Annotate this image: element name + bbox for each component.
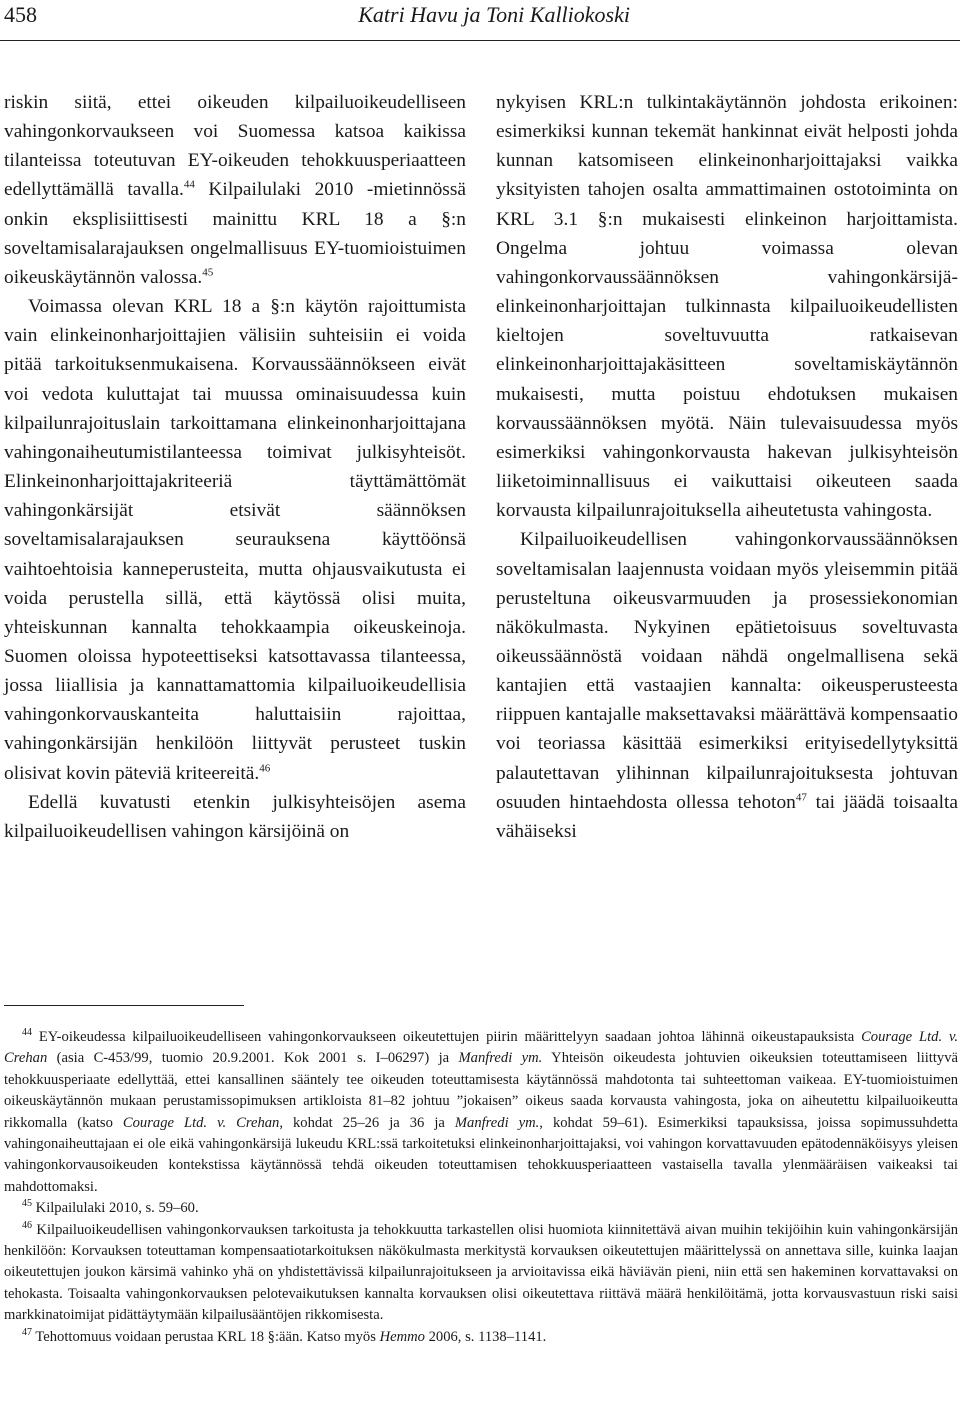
footnote-ref-45[interactable]: 45	[202, 266, 214, 279]
case-name: Manfredi ym.	[454, 1114, 540, 1131]
text-run: Kilpailuoikeudellisen vahingonkorvaussäännöksen soveltamisalan laajennusta voidaan myös yleisemmin pitää perusteltuna oikeusvarmuuden ja prosessiekonomian näkökulmasta. Nykyinen epätietoisuus soveltuvasta oikeussäännöstä voidaan nähdä ongelmallisena sekä kantajien että vastaajien kannalta: oikeusperusteesta riippuen kantajalle maksettavaksi määrättävä kompensaatio voi teoriassa käsittää esimerkiksi erityisedellytyksittä palautettavan ylihinnan kilpailunrajoituksesta johtuvan osuuden hintaehdosta ollessa tehoton	[496, 529, 958, 813]
text-run: Kilpailulaki 2010, s. 59–60.	[32, 1200, 199, 1217]
right-paragraph-2	[496, 525, 958, 846]
left-paragraph-3: Edellä kuvatusti etenkin julkisyhteisöjen asema kilpailuoikeudellisen vahingon kärsijöinä on	[4, 791, 466, 842]
text-run: Tehottomuus voidaan perustaa KRL 18 §:ään. Katso myös	[32, 1328, 380, 1345]
right-column	[496, 88, 958, 846]
text-run: 2006, s. 1138–1141.	[424, 1328, 547, 1345]
footnote-46	[4, 1220, 958, 1327]
footnote-number: 44	[22, 1027, 32, 1039]
running-head: Katri Havu ja Toni Kalliokoski	[358, 2, 630, 27]
footnote-47	[4, 1327, 958, 1348]
text-run: Yhteisön oikeudesta johtuvien oikeuksien toteuttamiseen liittyvä tehokkuusperiaate edellyttää, ettei kansallinen sääntely tee oikeuden toteuttamisesta käytännössä mahdotonta tai suhteettoman vaikeaa. EY-tuomioistuimen oikeuskäytännön mukaan perustamissopimuksen artikloista 81–82 johtuu ”jokaisen” oikeus saada korvausta vahingosta, joka on aiheutettu kilpailuoikeutta rikkomalla (katso	[4, 1050, 958, 1131]
text-run: Kilpailuoikeudellisen vahingonkorvauksen tarkoitusta ja tehokkuutta tarkastellen olisi huomiota kiinnitettävä aivan muihin tekijöihin kuin vahingonkärsijän henkilöön: Korvauksen toteuttaman kompensaatiotarkoituksen näkökulmasta merkitystä korvauksen oikeutettujen määrittelyssä on annettava sille, kuinka laajan oikeutettujen joukon kärsimä vahinko yhä on yhdistettävissä kilpailunrajoitukseen ja arvioitavissa eikä häviävän pieni, niin että sen hakeminen korvattavaksi on tehokasta. Toisaalta vahingonkorvauksen pelotevaikutuksen kannalta korvauksen olisi oikeutettava riittävä määrä henkilöitämä, jotta korvausvastuun riski saisi markkinatoimijat pidättäytymään kilpailusääntöjen rikkomisesta.	[4, 1221, 958, 1324]
case-name: Manfredi ym.	[458, 1050, 543, 1067]
text-run: Voimassa olevan KRL 18 a §:n käytön rajoittumista vain elinkeinonharjoittajien välisiin suhteisiin ei voida pitää tarkoituksenmukaisena. Korvaussäännökseen eivät voi vedota kuluttajat tai muussa ominaisuudessa kuin kilpailunrajoituslain tarkoittamana elinkeinonharjoittajana vahingonaiheutumistilanteessa toimivat julkisyhteisöt. Elinkeinonharjoittajakriteeriä täyttämättömät vahingonkärsijät etsivät säännöksen soveltamisalarajauksen seurauksena käyttöönsä vaihtoehtoisia kanneperusteita, mutta ohjausvaikutusta ei voida perustella sillä, että käytössä olisi muita, yhteiskunnan kannalta tehokkaampia oikeuskeinoja. Suomen oloissa hypoteettiseksi katsottavassa tilanteessa, jossa liiallisia ja kannattamattomia kilpailuoikeudellisia vahingonkorvauskanteita haluttaisiin rajoittaa, vahingonkärsijän henkilöön liittyvät perusteet tuskin olisivat kovin päteviä kriteereitä.	[4, 296, 466, 784]
page-number: 458	[4, 2, 37, 27]
text-run: riskin siitä, ettei oikeuden kilpailuoikeudelliseen vahingonkorvaukseen voi Suomessa katsoa kaikissa tilanteissa toteutuvan EY-oikeuden tehokkuusperiaatteen edellyttämällä tavalla.	[4, 92, 466, 201]
case-name: Courage Ltd. v. Crehan	[4, 1029, 958, 1067]
text-run: tai jäädä toisaalta vähäiseksi	[496, 791, 958, 842]
footnote-number: 45	[22, 1198, 32, 1210]
header-rule	[0, 40, 960, 41]
right-paragraph-1: nykyisen KRL:n tulkintakäytännön johdosta erikoinen: esimerkiksi kunnan tekemät hankinnat eivät helposti johda kunnan katsomiseen elinkeinonharjoittajaksi vaikka yksityisten tahojen osalta ammattimainen ostotoiminta on KRL 3.1 §:n mukaisesti elinkeinon harjoittamista. Ongelma johtuu voimassa olevan vahingonkorvaussäännöksen vahingonkärsijä-elinkeinonharjoittajan tulkinnasta kilpailuoikeudellisten kieltojen soveltuvuutta ratkaisevan elinkeinonharjoittajakäsitteen soveltamiskäytännön mukaisesti, mutta poistuu ehdotuksen mukaisen korvaussäännöksen myötä. Näin tulevaisuudessa myös esimerkiksi vahingonkorvausta hakevan julkisyhteisön liiketoiminnallisuus ei vaikuttaisi oikeuteen saada korvausta kilpailunrajoituksella aiheutetusta vahingosta.	[496, 92, 958, 522]
footnote-ref-47[interactable]: 47	[795, 791, 807, 804]
author-name: Hemmo	[379, 1328, 425, 1345]
case-name: Courage Ltd. v. Crehan	[122, 1114, 280, 1131]
footnote-number: 47	[22, 1326, 32, 1338]
footnotes	[4, 1027, 958, 1348]
text-run: , kohdat 25–26 ja 36 ja	[279, 1114, 455, 1131]
left-paragraph-2	[4, 292, 466, 788]
footnote-ref-46[interactable]: 46	[259, 762, 271, 775]
left-paragraph-1	[4, 88, 466, 292]
footnote-45	[4, 1198, 958, 1219]
page-header	[0, 0, 960, 30]
text-run: (asia C-453/99, tuomio 20.9.2001. Kok 2001 s. I–06297) ja	[47, 1050, 459, 1067]
footnote-rule	[4, 1005, 244, 1006]
footnote-44	[4, 1027, 958, 1198]
left-column	[4, 88, 466, 846]
text-run: EY-oikeudessa kilpailuoikeudelliseen vahingonkorvaukseen oikeutettujen piirin määrittelyyn saadaan johtoa lähinnä oikeustapauksista	[32, 1029, 862, 1045]
text-run: , kohdat 59–61). Esimerkiksi tapauksissa, joissa sopimussuhdetta vahingonaiheuttajaan ei ole eikä vahingonkärsijä lukeudu KRL:ssä tarkoitetuksi elinkeinonharjoittajaksi, voi vahingon korvattavuuden epätodennäköisyys yleisen vahingonkorvausoikeuden kontekstissa käytännössä tehdä oikeuden toteuttamisen tehokkuusperiaatteen vastaisella tavalla ylenmääräisen vaikeaksi tai mahdottomaksi.	[4, 1114, 959, 1195]
footnote-number: 46	[22, 1219, 32, 1231]
footnote-ref-44[interactable]: 44	[183, 179, 195, 191]
text-run: Kilpailulaki 2010 -mietinnössä onkin eksplisiittisesti mainittu KRL 18 a §:n soveltamisalarajauksen ongelmallisuus EY-tuomioistuimen oikeuskäytännön valossa.	[4, 179, 466, 288]
